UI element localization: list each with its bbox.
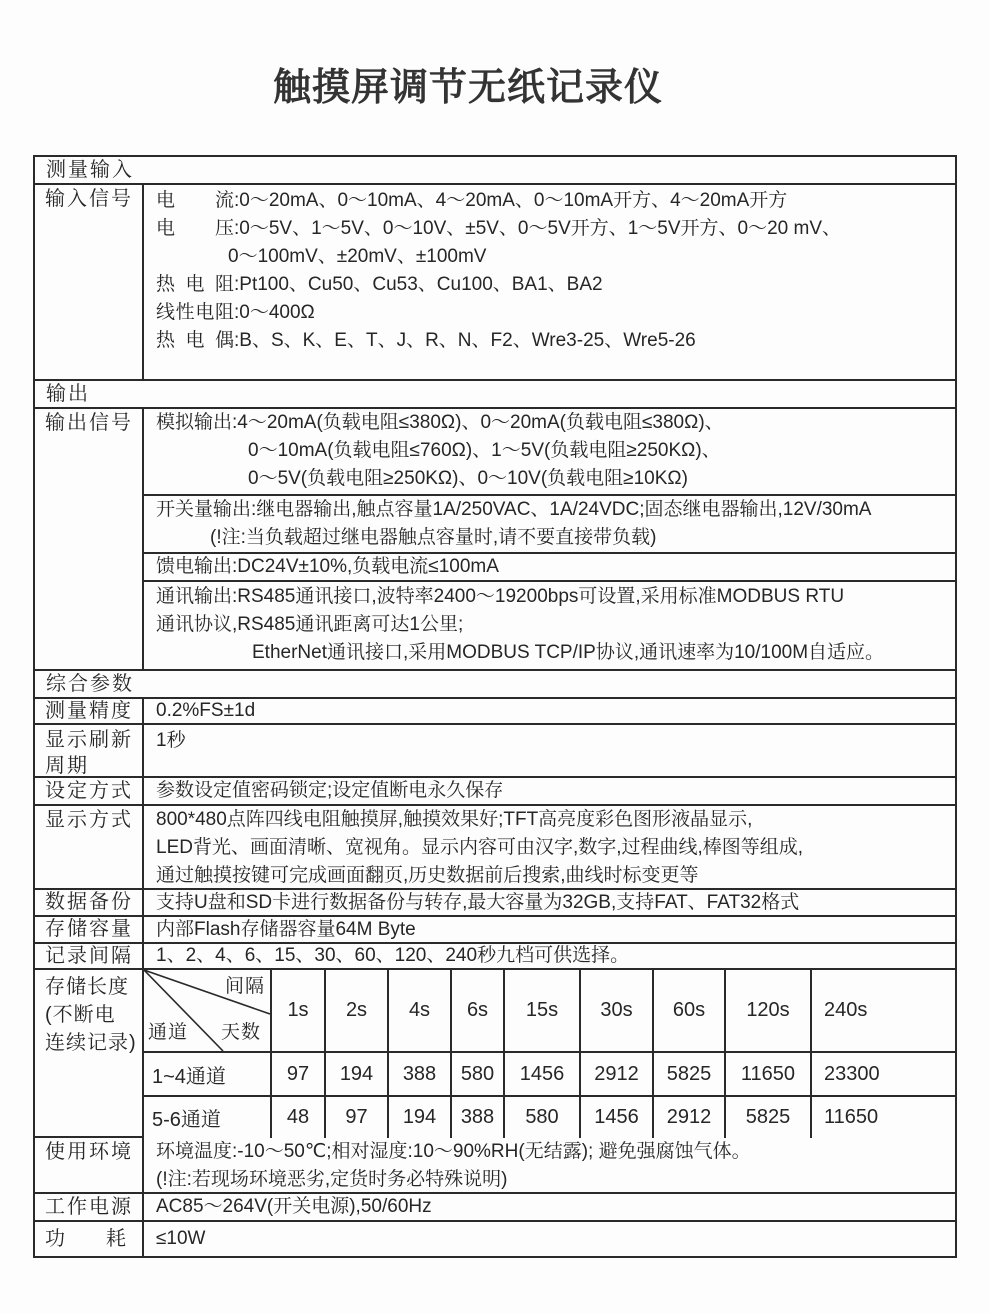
storage-corner-interval: 间隔 bbox=[224, 976, 265, 997]
accuracy-value: 0.2%FS±1d bbox=[156, 700, 256, 721]
refresh-label-line1: 显示刷新 bbox=[45, 729, 133, 751]
section-title-output: 输出 bbox=[46, 383, 90, 405]
storage-col-header: 1s bbox=[272, 970, 324, 1051]
display-line2: LED背光、画面清晰、宽视角。显示内容可由汉字,数字,过程曲线,棒图等组成, bbox=[156, 837, 804, 858]
storage-col-header: 240s bbox=[812, 970, 955, 1051]
output-analog-subrow bbox=[144, 409, 955, 494]
row-accuracy bbox=[35, 697, 955, 723]
row-label-storage-length bbox=[35, 970, 144, 1136]
row-output-signal bbox=[35, 407, 955, 669]
section-row-measure-input bbox=[35, 157, 955, 183]
input-voltage-value: :0～5V、1～5V、0～10V、±5V、0～5V开方、1～5V开方、0～20 mV、 bbox=[234, 218, 842, 239]
storage-col-header: 2s bbox=[326, 970, 387, 1051]
display-line1: 800*480点阵四线电阻触摸屏,触摸效果好;TFT高亮度彩色图形液晶显示, bbox=[156, 809, 753, 830]
row-power-supply bbox=[35, 1192, 955, 1220]
row-label-record-interval: 记录间隔 bbox=[35, 944, 144, 968]
storage-cell: 388 bbox=[452, 1097, 503, 1138]
storage-label-line1: 存储长度 bbox=[45, 976, 129, 998]
interval-value: 1、2、4、6、15、30、60、120、240秒九档可供选择。 bbox=[156, 945, 630, 966]
storage-cell: 580 bbox=[505, 1097, 579, 1138]
environment-line2: (!注:若现场环境恶劣,定货时务必特殊说明) bbox=[156, 1169, 508, 1190]
storage-col-header: 6s bbox=[452, 970, 503, 1051]
spec-table bbox=[33, 155, 957, 1258]
output-feed-subrow bbox=[144, 552, 955, 580]
backup-value: 支持U盘和SD卡进行数据备份与转存,最大容量为32GB,支持FAT、FAT32格式 bbox=[156, 891, 800, 913]
capacity-value: 内部Flash存储器容量64M Byte bbox=[156, 918, 416, 940]
storage-cell: 580 bbox=[452, 1053, 503, 1095]
section-row-general-params bbox=[35, 669, 955, 697]
output-signal-content bbox=[144, 409, 955, 669]
output-comm-subrow bbox=[144, 580, 955, 669]
row-label-display-method: 显示方式 bbox=[35, 806, 144, 888]
storage-col-header: 4s bbox=[389, 970, 450, 1051]
row-label-output-signal: 输出信号 bbox=[35, 409, 144, 669]
environment-line1: 环境温度:-10～50℃;相对湿度:10～90%RH(无结露); 避免强腐蚀气体。 bbox=[156, 1141, 751, 1162]
row-storage-length bbox=[35, 968, 955, 1136]
input-linear-value: :0～400Ω bbox=[234, 302, 315, 323]
input-voltage-line bbox=[156, 215, 955, 243]
storage-cell: 1456 bbox=[581, 1097, 652, 1138]
row-power-consumption bbox=[35, 1220, 955, 1256]
row-setting-method bbox=[35, 776, 955, 804]
storage-row-name: 1~4通道 bbox=[144, 1053, 270, 1095]
input-rtd-line bbox=[156, 271, 955, 299]
output-relay-subrow bbox=[144, 494, 955, 552]
input-rtd-value: :Pt100、Cu50、Cu53、Cu100、BA1、BA2 bbox=[234, 274, 603, 295]
storage-col-header: 60s bbox=[654, 970, 724, 1051]
storage-corner-channel: 通道 bbox=[148, 1022, 189, 1043]
storage-cell: 5825 bbox=[726, 1097, 810, 1138]
section-row-output bbox=[35, 379, 955, 407]
input-voltage-line2: 0～100mV、±20mV、±100mV bbox=[228, 246, 487, 267]
row-display-method bbox=[35, 804, 955, 888]
storage-cell: 48 bbox=[272, 1097, 324, 1138]
input-voltage-term: 电压 bbox=[156, 218, 234, 239]
output-comm-line1: 通讯输出:RS485通讯接口,波特率2400～19200bps可设置,采用标准MODBUS RTU bbox=[156, 586, 845, 607]
display-method-content bbox=[144, 806, 955, 888]
row-label-power-consumption bbox=[35, 1222, 144, 1256]
input-rtd-term: 热电阻 bbox=[156, 274, 234, 295]
storage-cell: 194 bbox=[389, 1097, 450, 1138]
section-title-general-params: 综合参数 bbox=[46, 673, 134, 695]
row-label-data-backup: 数据备份 bbox=[35, 890, 144, 915]
row-data-backup bbox=[35, 888, 955, 915]
power-consumption-value: ≤10W bbox=[156, 1228, 206, 1249]
storage-cell: 194 bbox=[326, 1053, 387, 1095]
row-environment bbox=[35, 1136, 955, 1192]
row-label-accuracy: 测量精度 bbox=[35, 699, 144, 723]
input-signal-content bbox=[144, 185, 955, 379]
input-tc-term: 热电偶 bbox=[156, 330, 234, 351]
storage-cell: 23300 bbox=[812, 1053, 955, 1095]
storage-cell: 11650 bbox=[726, 1053, 810, 1095]
storage-cell: 97 bbox=[326, 1097, 387, 1138]
input-current-value: :0～20mA、0～10mA、4～20mA、0～10mA开方、4～20mA开方 bbox=[234, 190, 788, 211]
storage-cell: 5825 bbox=[654, 1053, 724, 1095]
input-current-term: 电流 bbox=[156, 190, 234, 211]
input-linear-line bbox=[156, 299, 955, 327]
row-record-interval bbox=[35, 942, 955, 968]
row-label-environment: 使用环境 bbox=[35, 1138, 144, 1192]
page-title: 触摸屏调节无纸记录仪 bbox=[272, 67, 663, 109]
row-label-setting-method: 设定方式 bbox=[35, 778, 144, 804]
output-analog-line3: 0～5V(负载电阻≥250KΩ)、0～10V(负载电阻≥10KΩ) bbox=[248, 468, 688, 489]
power-consumption-label: 功耗 bbox=[45, 1227, 128, 1250]
refresh-label-line2: 周期 bbox=[45, 755, 89, 777]
output-relay-line1: 开关量输出:继电器输出,触点容量1A/250VAC、1A/24VDC;固态继电器输出,12V/30mA bbox=[156, 499, 872, 520]
row-label-input-signal: 输入信号 bbox=[35, 185, 144, 379]
display-line3: 通过触摸按键可完成画面翻页,历史数据前后搜索,曲线时标变更等 bbox=[156, 865, 699, 886]
output-feed-line: 馈电输出:DC24V±10%,负载电流≤100mA bbox=[156, 556, 499, 577]
section-title-measure-input: 测量输入 bbox=[46, 159, 134, 181]
storage-label-line2: (不断电 bbox=[45, 1004, 116, 1026]
environment-content bbox=[144, 1138, 955, 1192]
row-label-storage-capacity: 存储容量 bbox=[35, 917, 144, 942]
storage-corner-days: 天数 bbox=[220, 1022, 261, 1043]
storage-table bbox=[144, 970, 955, 1136]
input-tc-line bbox=[156, 327, 955, 355]
storage-col-header: 15s bbox=[505, 970, 579, 1051]
storage-cell: 2912 bbox=[581, 1053, 652, 1095]
storage-cell: 97 bbox=[272, 1053, 324, 1095]
storage-cell: 1456 bbox=[505, 1053, 579, 1095]
setting-value: 参数设定值密码锁定;设定值断电永久保存 bbox=[156, 780, 504, 801]
storage-cell: 388 bbox=[389, 1053, 450, 1095]
output-relay-line2: (!注:当负载超过继电器触点容量时,请不要直接带负载) bbox=[210, 527, 657, 548]
storage-col-header: 120s bbox=[726, 970, 810, 1051]
output-comm-line3: EtherNet通讯接口,采用MODBUS TCP/IP协议,通讯速率为10/100M自适应。 bbox=[252, 642, 885, 663]
storage-label-line3: 连续记录) bbox=[45, 1032, 137, 1054]
input-current-line bbox=[156, 187, 955, 215]
storage-diagonal-header-cell bbox=[144, 970, 270, 1051]
input-linear-term: 线性电阻 bbox=[156, 302, 234, 323]
storage-row-name: 5-6通道 bbox=[144, 1097, 270, 1138]
storage-cell: 2912 bbox=[654, 1097, 724, 1138]
storage-cell: 11650 bbox=[812, 1097, 955, 1138]
refresh-value: 1秒 bbox=[156, 730, 186, 751]
row-label-refresh-period bbox=[35, 725, 144, 776]
row-storage-capacity bbox=[35, 915, 955, 942]
storage-grid bbox=[144, 970, 955, 1138]
output-analog-line2: 0～10mA(负载电阻≤760Ω)、1～5V(负载电阻≥250KΩ)、 bbox=[248, 440, 721, 461]
row-refresh-period bbox=[35, 723, 955, 776]
storage-col-header: 30s bbox=[581, 970, 652, 1051]
output-comm-line2: 通讯协议,RS485通讯距离可达1公里; bbox=[156, 614, 464, 635]
output-analog-line1: 模拟输出:4～20mA(负载电阻≤380Ω)、0～20mA(负载电阻≤380Ω)、 bbox=[156, 412, 724, 433]
row-label-power-supply: 工作电源 bbox=[35, 1194, 144, 1220]
input-tc-value: :B、S、K、E、T、J、R、N、F2、Wre3-25、Wre5-26 bbox=[234, 330, 696, 351]
power-supply-value: AC85～264V(开关电源),50/60Hz bbox=[156, 1196, 432, 1217]
row-input-signal bbox=[35, 183, 955, 379]
